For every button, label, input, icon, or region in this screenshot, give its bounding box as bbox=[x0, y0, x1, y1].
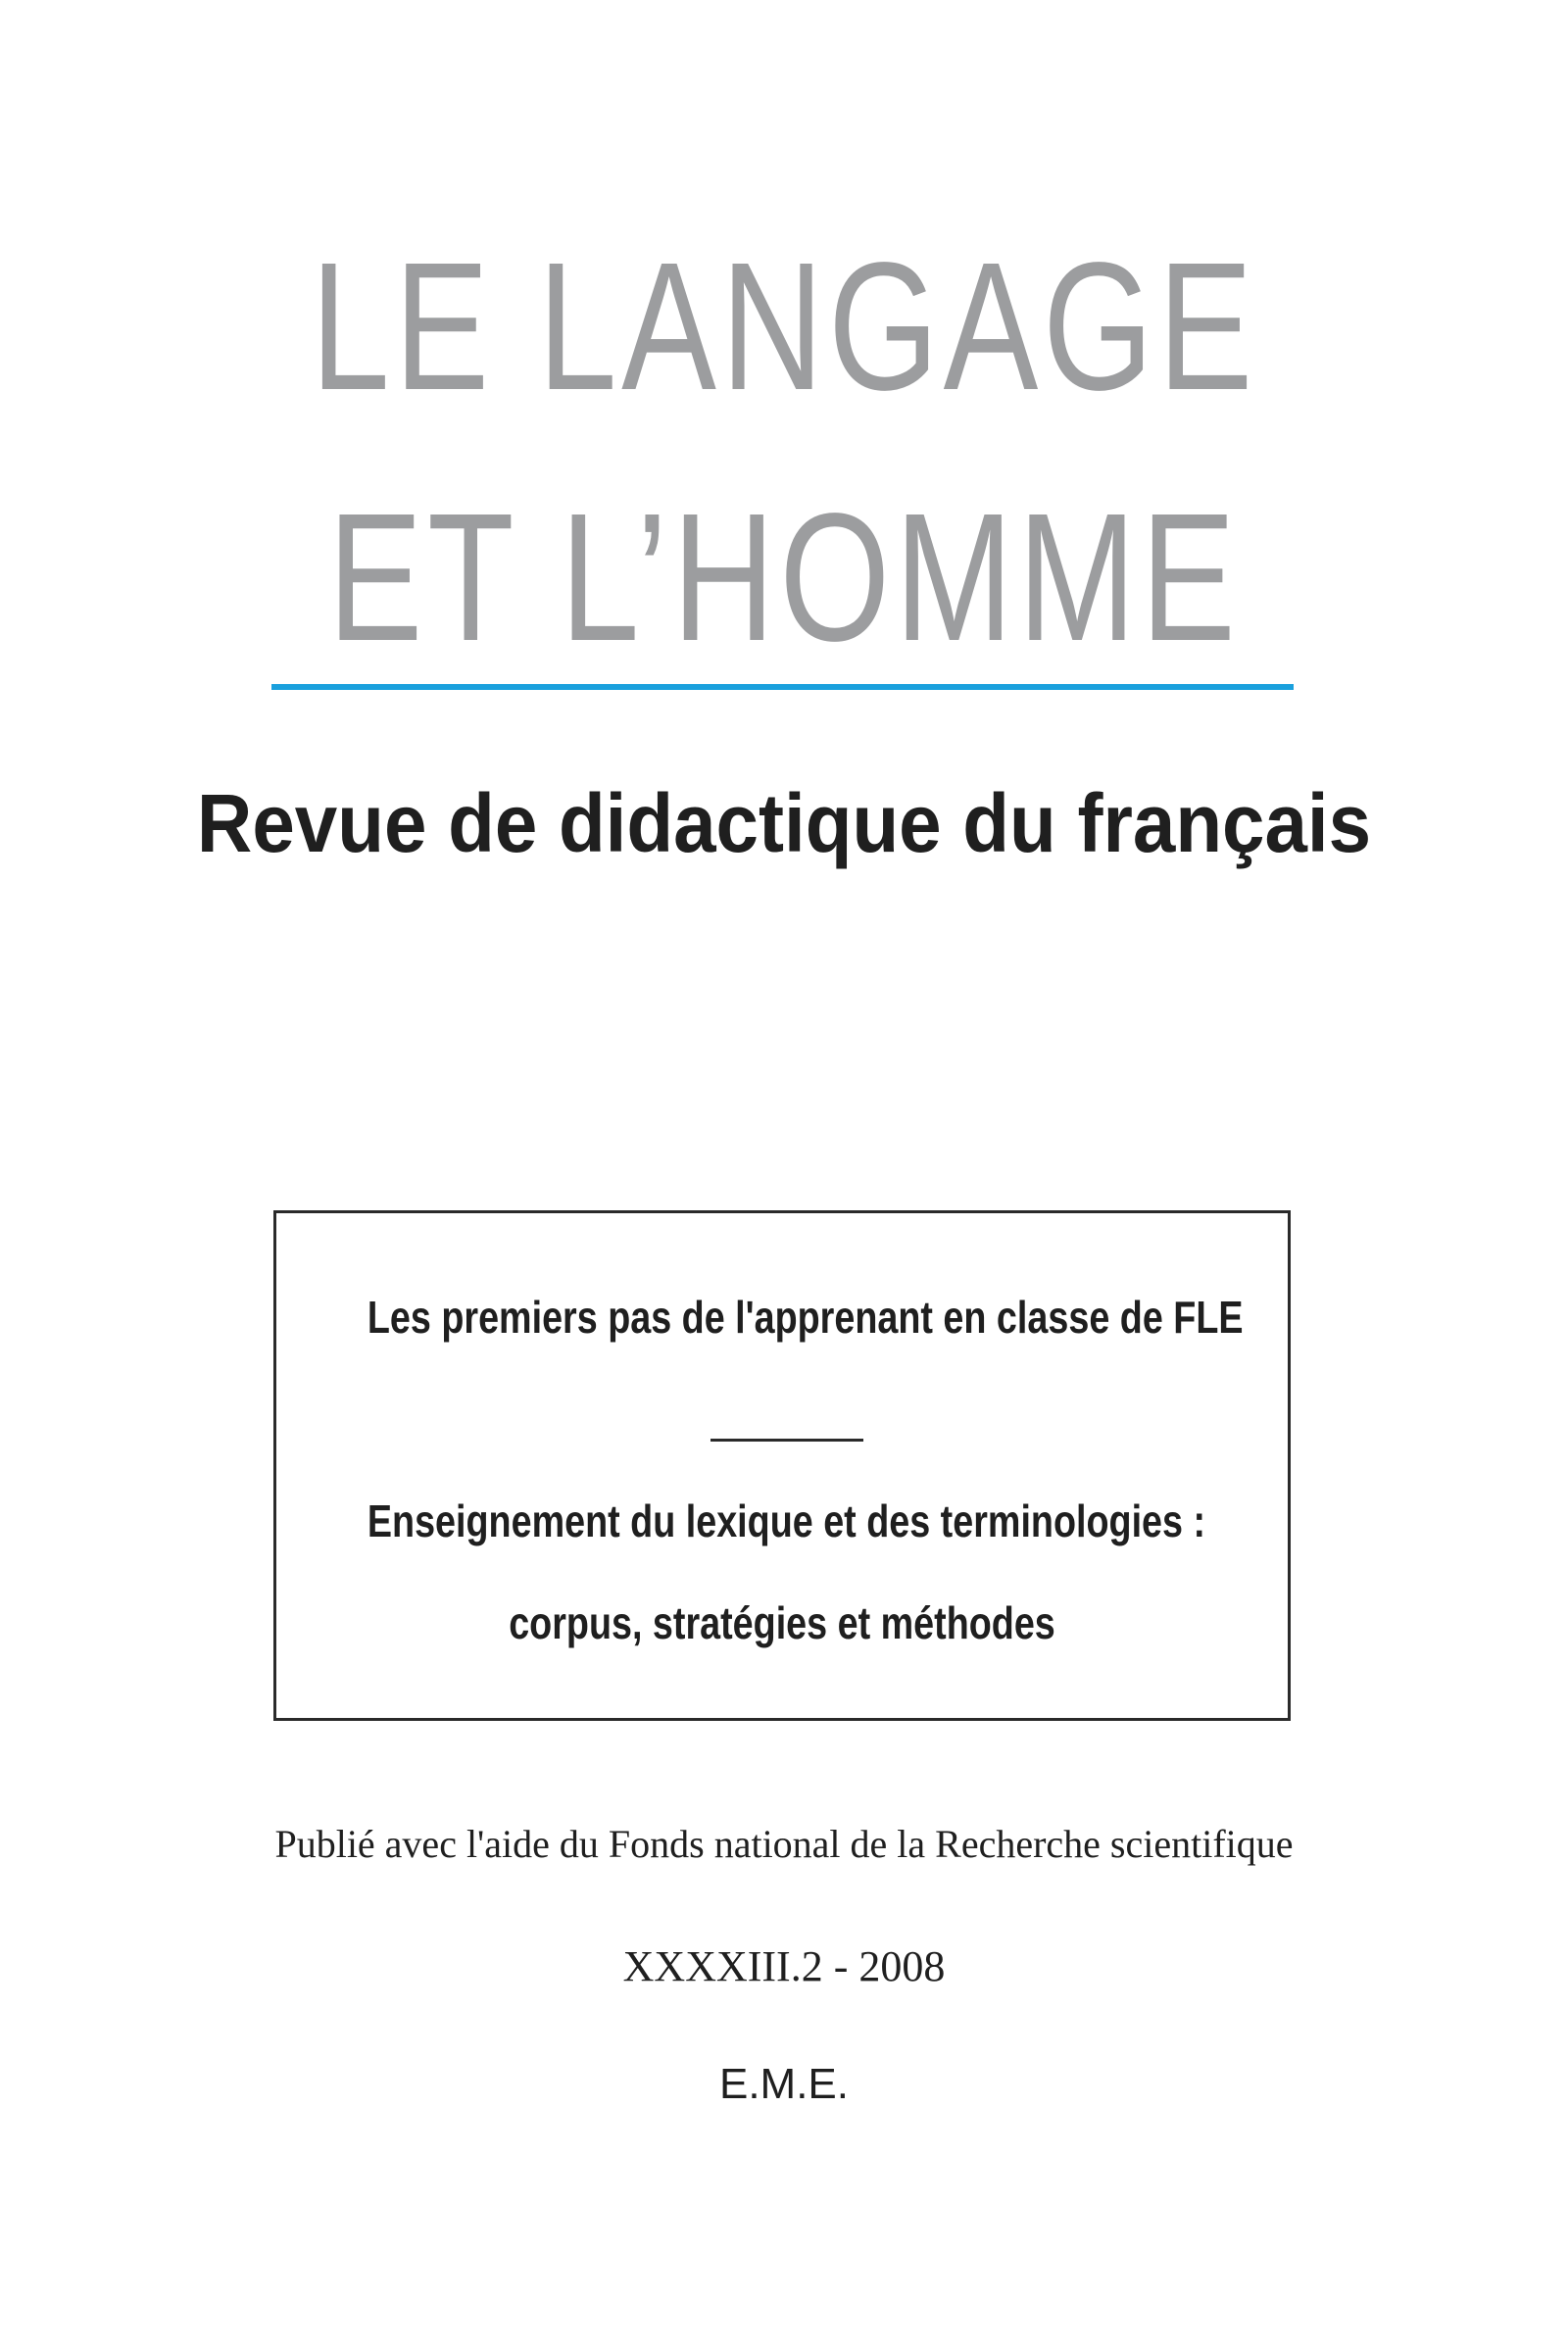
journal-subtitle: Revue de didactique du français bbox=[196, 777, 1372, 869]
theme-2-title-line-1: Enseignement du lexique et des terminologies : bbox=[367, 1495, 1206, 1546]
theme-2-title-line-2: corpus, stratégies et méthodes bbox=[509, 1597, 1055, 1648]
issue-number: XXXXIII.2 - 2008 bbox=[622, 1942, 946, 1990]
publisher-name: E.M.E. bbox=[718, 2060, 850, 2108]
funding-note: Publié avec l'aide du Fonds national de la Recherche scientifique bbox=[274, 1822, 1294, 1866]
journal-title-line-2: ET L’HOMME bbox=[327, 476, 1241, 679]
journal-title-line-1: LE LANGAGE bbox=[310, 225, 1258, 428]
themes-box bbox=[273, 1210, 1291, 1721]
themes-separator bbox=[710, 1439, 863, 1442]
title-divider bbox=[271, 684, 1294, 690]
theme-1-title: Les premiers pas de l'apprenant en classe de FLE bbox=[367, 1292, 1244, 1343]
